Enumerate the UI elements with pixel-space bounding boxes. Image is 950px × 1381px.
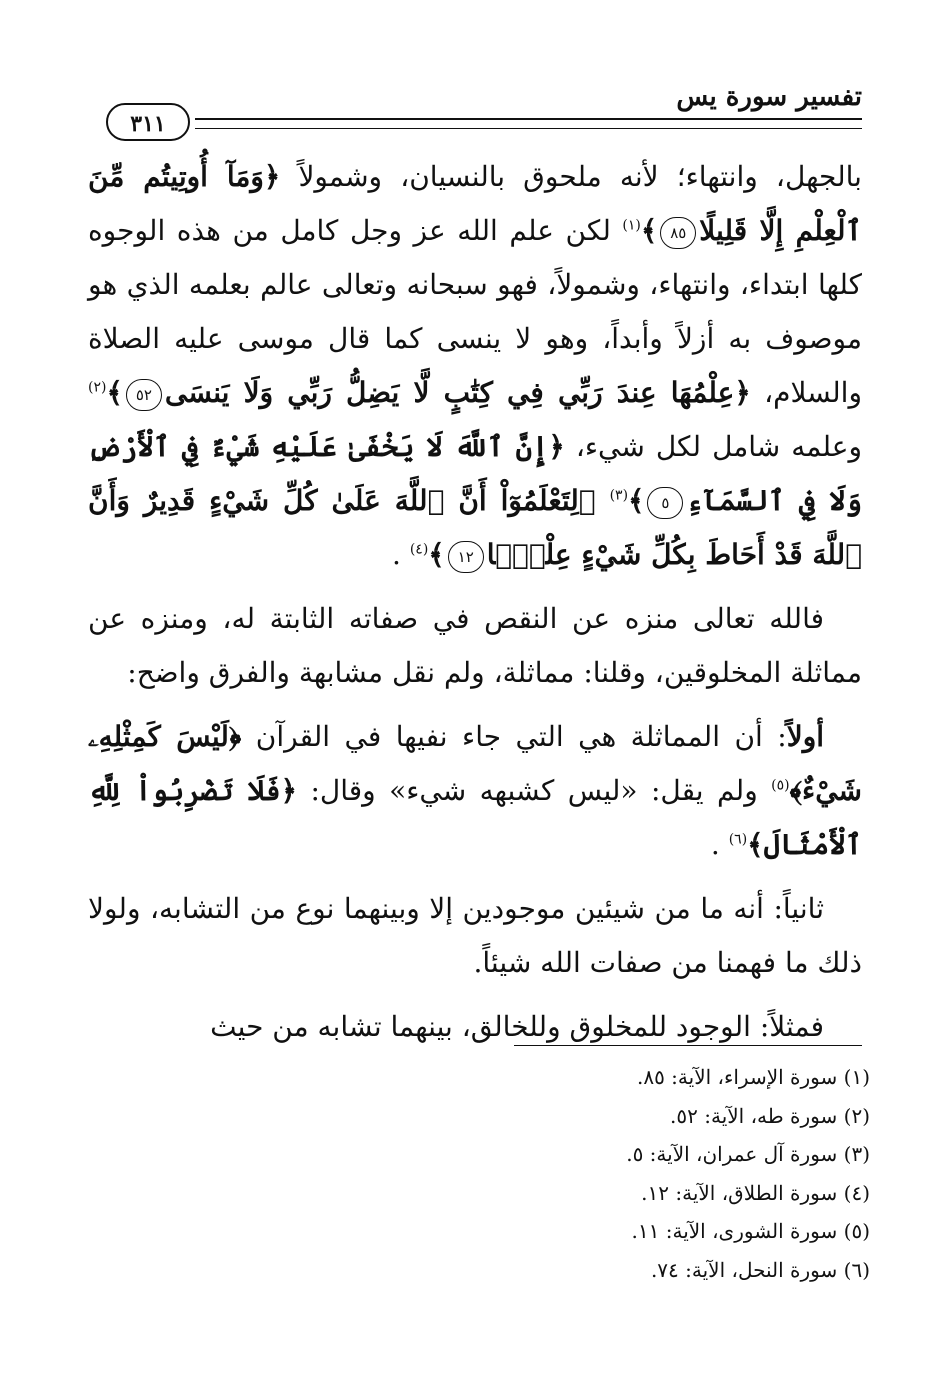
quran-verse-1: ﴿وَمَآ أُوتِيتُم مِّنَ ٱلْعِلْمِ إِلَّا قَلِيلًا bbox=[88, 160, 862, 247]
paragraph-2: فالله تعالى منزه عن النقص في صفاته الثابتة له، ومنزه عن مماثلة المخلوقين، وقلنا: مماثلة، ولم نقل مشابهة والفرق واضح: bbox=[88, 602, 862, 689]
quran-verse-4: ﴿لِتَعْلَمُوٓاْ أَنَّ ٱللَّهَ عَلَىٰ كُلِّ شَيْءٍ قَدِيرٌ وَأَنَّ ٱللَّهَ قَدْ أَحَاطَ بِكُلِّ شَيْءٍ عِلْمًۢا bbox=[88, 484, 862, 571]
footnote-reference-3[interactable]: (٣) bbox=[609, 487, 629, 504]
header-rule bbox=[195, 118, 862, 129]
ayah-number-marker: ١٢ bbox=[448, 541, 484, 573]
paragraph-3 bbox=[88, 710, 862, 872]
ayah-number-marker: ٥٢ bbox=[126, 379, 162, 411]
footnote-3: (٣) سورة آل عمران، الآية: ٥. bbox=[626, 1142, 870, 1166]
quran-verse-close: ﴾ bbox=[428, 538, 445, 571]
text-span: بالجهل، وانتهاء؛ لأنه ملحوق بالنسيان، وشمولاً bbox=[280, 160, 862, 193]
text-span: . bbox=[392, 538, 410, 571]
page-number: ٣١١ bbox=[106, 103, 190, 141]
text-span: لكن علم الله عز وجل كامل من هذه الوجوه كلها ابتداء، وانتهاء، وشمولاً، فهو سبحانه وتعالى عالم بعلمه الذي هو موصوف به أزلاً وأبداً، وهو لا ينسى كما قال موسى عليه الصلاة والسلام، bbox=[88, 214, 862, 409]
footnote-reference-2[interactable]: (٢) bbox=[88, 379, 107, 396]
ayah-number-marker: ٥ bbox=[647, 487, 683, 519]
footnotes bbox=[370, 1058, 870, 1289]
footnote-1: (١) سورة الإسراء، الآية: ٨٥. bbox=[636, 1065, 870, 1089]
footnote-5: (٥) سورة الشورى، الآية: ١١. bbox=[631, 1219, 870, 1243]
footnote-separator bbox=[514, 1045, 862, 1046]
text-span: : أن المماثلة هي التي جاء نفيها في القرآن bbox=[241, 720, 787, 753]
footnote-reference-5[interactable]: (٥) bbox=[771, 777, 790, 794]
footnote-2: (٢) سورة طه، الآية: ٥٢. bbox=[670, 1103, 870, 1128]
quran-verse-6: ﴿فَلَا تَضْرِبُواْ لِلَّهِ ٱلْأَمْثَالَ﴾ bbox=[88, 774, 862, 861]
running-header-title: تفسير سورة يس bbox=[676, 82, 862, 112]
text-span: وعلمه شامل لكل شيء، bbox=[564, 430, 862, 463]
quran-verse-2: ﴿عِلْمُهَا عِندَ رَبِّي فِي كِتَٰبٍ لَّا يَضِلُّ رَبِّي وَلَا يَنسَى bbox=[164, 376, 751, 409]
footnote-4: (٤) سورة الطلاق، الآية: ١٢. bbox=[641, 1180, 870, 1205]
quran-verse-5: ﴿لَيْسَ كَمِثْلِهِۦ شَيْءٌ﴾ bbox=[88, 720, 862, 807]
quran-verse-close: ﴾ bbox=[628, 484, 645, 517]
paragraph-1 bbox=[88, 150, 862, 582]
text-span: ولم يقل: «ليس كشبهه شيء» وقال: bbox=[297, 774, 772, 807]
quran-verse-close: ﴾ bbox=[640, 214, 658, 247]
main-text bbox=[88, 150, 862, 1054]
ayah-number-marker: ٨٥ bbox=[660, 217, 696, 249]
footnote-6: (٦) سورة النحل، الآية: ٧٤. bbox=[650, 1257, 870, 1282]
footnote-reference-4[interactable]: (٤) bbox=[409, 541, 429, 558]
quran-verse-3: ﴿إِنَّ ٱللَّهَ لَا يَخْفَىٰ عَلَيْهِ شَيْءٌ فِي ٱلْأَرْضِ وَلَا فِي ٱلسَّمَآءِ bbox=[88, 430, 862, 517]
paragraph-lead: أولاً bbox=[786, 720, 824, 753]
text-span: . bbox=[710, 828, 729, 861]
footnote-reference-6[interactable]: (٦) bbox=[728, 831, 748, 848]
footnote-reference-1[interactable]: (١) bbox=[622, 217, 641, 234]
paragraph-4: ثانياً: أنه ما من شيئين موجودين إلا وبينهما نوع من التشابه، ولولا ذلك ما فهمنا من صفات الله شيئاً. bbox=[88, 892, 862, 979]
paragraph-5: فمثلاً: الوجود للمخلوق وللخالق، بينهما تشابه من حيث bbox=[210, 1010, 824, 1043]
quran-verse-close: ﴾ bbox=[106, 376, 123, 409]
